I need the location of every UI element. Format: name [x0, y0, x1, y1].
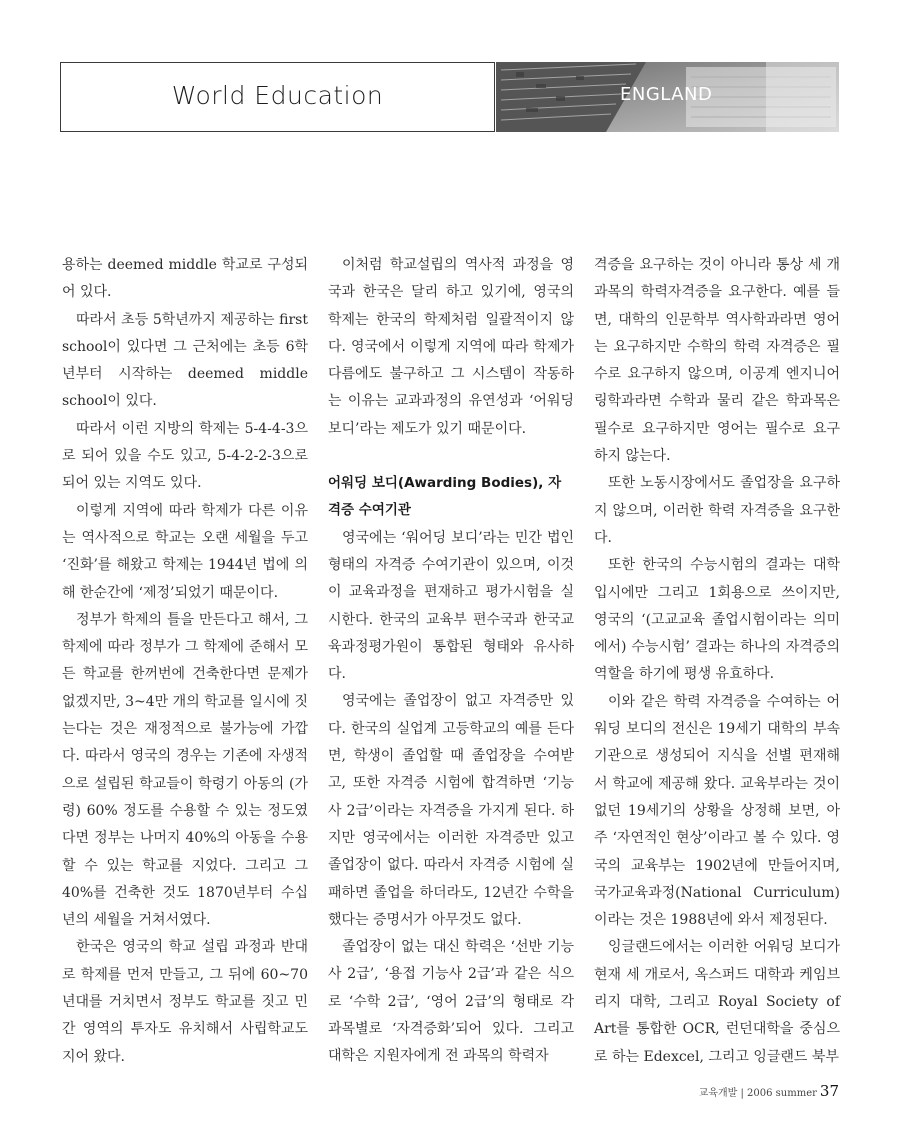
body-paragraph: 따라서 초등 5학년까지 제공하는 first school이 있다면 그 근처에는 초등 6학년부터 시작하는 deemed middle school이 있다. — [62, 311, 308, 410]
body-paragraph: 잉글랜드에서는 이러한 어워딩 보디가 현재 세 개로서, 옥스퍼드 대학과 케임브리지 대학, 그리고 Royal Society of Art를 통합한 OCR, 런던대학을 중심으로 하는 Edexcel, 그리고 잉글랜드 북부 — [594, 939, 840, 1065]
magazine-issue: 교육개발 | 2006 summer — [698, 1088, 817, 1099]
page-footer — [699, 1082, 839, 1100]
body-paragraph: 이처럼 학교설립의 역사적 과정을 영국과 한국은 달리 하고 있기에, 영국의 학제는 한국의 학제처럼 일괄적이지 않다. 영국에서 이렇게 지역에 따라 학제가 다름에도 불구하고 그 시스템이 작동하는 이유는 교과과정의 유연성과 ‘어워딩 보디’라는 제도가 있기 때문이다. — [328, 257, 574, 437]
paragraph-spacer — [328, 443, 574, 470]
body-paragraph: 또한 노동시장에서도 졸업장을 요구하지 않으며, 이러한 학력 자격증을 요구한다. — [594, 475, 840, 546]
text-column-2 — [328, 252, 574, 1071]
section-title: World Education — [171, 81, 384, 110]
body-paragraph: 정부가 학제의 틀을 만든다고 해서, 그 학제에 따라 정부가 그 학제에 준해서 모든 학교를 한꺼번에 건축한다면 문제가 없겠지만, 3~4만 개의 학교를 일시에 짓는다는 것은 재정적으로 불가능에 가깝다. 따라서 영국의 경우는 기존에 자생적으로 설립된 학교들이 학령기 아동의 (가령) 60% 정도를 수용할 수 있는 정도였다면 정부는 나머지 40%의 아동을 수용할 수 있는 학교를 지었다. 그리고 그 40%를 건축한 것도 1870년부터 수십 년의 세월을 거쳐서였다. — [62, 611, 308, 929]
body-paragraph: 또한 한국의 수능시험의 결과는 대학입시에만 그리고 1회용으로 쓰이지만, 영국의 ‘(고교교육 졸업시험이라는 의미에서) 수능시험’ 결과는 하나의 자격증의 역할을 하기에 평생 유효하다. — [594, 557, 840, 683]
body-paragraph: 따라서 이런 지방의 학제는 5-4-4-3으로 되어 있을 수도 있고, 5-4-2-2-3으로 되어 있는 지역도 있다. — [62, 420, 308, 492]
body-paragraph: 졸업장이 없는 대신 학력은 ‘선반 기능사 2급’, ‘용접 기능사 2급’과 같은 식으로 ‘수학 2급’, ‘영어 2급’의 형태로 각 과목별로 ‘자격증화’되어 있다. 그리고 대학은 지원자에게 전 과목의 학력자 — [328, 939, 574, 1065]
body-paragraph: 격증을 요구하는 것이 아니라 통상 세 개 과목의 학력자격증을 요구한다. 예를 들면, 대학의 인문학부 역사학과라면 영어는 요구하지만 수학의 학력 자격증은 필수로 요구하지 않으며, 이공계 엔지니어링학과라면 수학과 물리 같은 학과목은 필수로 요구하지만 영어는 필수로 요구하지 않는다. — [594, 257, 840, 465]
section-subheading: 어워딩 보디(Awarding Bodies), 자격증 수여기관 — [328, 475, 562, 519]
body-paragraph: 이렇게 지역에 따라 학제가 다른 이유는 역사적으로 학교는 오랜 세월을 두고 ‘진화’를 해왔고 학제는 1944년 법에 의해 한순간에 ‘제정’되었기 때문이다. — [62, 502, 308, 601]
header-photo-banner — [496, 62, 839, 132]
body-paragraph: 이와 같은 학력 자격증을 수여하는 어워딩 보디의 전신은 19세기 대학의 부속기관으로 생성되어 지식을 선별 편재해서 학교에 제공해 왔다. 교육부라는 것이 없던 19세기의 상황을 상정해 보면, 아주 ‘자연적인 현상’이라고 볼 수 있다. 영국의 교육부는 1902년에 만들어지며, 국가교육과정(National Curriculum)이라는 것은 1988년에 와서 제정된다. — [594, 693, 840, 929]
page-number: 37 — [819, 1082, 839, 1100]
section-title-box — [60, 62, 495, 132]
body-paragraph: 한국은 영국의 학교 설립 과정과 반대로 학제를 먼저 만들고, 그 뒤에 60~70년대를 거치면서 정부도 학교를 짓고 민간 영역의 투자도 유치해서 사립학교도 지어 왔다. — [62, 939, 308, 1065]
country-label: ENGLAND — [620, 84, 713, 105]
body-paragraph: 용하는 deemed middle 학교로 구성되어 있다. — [62, 257, 308, 301]
body-paragraph: 영국에는 ‘워어딩 보디’라는 민간 법인형태의 자격증 수여기관이 있으며, 이것이 교육과정을 편재하고 평가시험을 실시한다. 한국의 교육부 편수국과 한국교육과정평가원이 통합된 형태와 유사하다. — [328, 529, 574, 683]
body-paragraph: 영국에는 졸업장이 없고 자격증만 있다. 한국의 실업계 고등학교의 예를 든다면, 학생이 졸업할 때 졸업장을 수여받고, 또한 자격증 시험에 합격하면 ‘기능사 2급’이라는 자격증을 가지게 된다. 하지만 영국에서는 이러한 자격증만 있고 졸업장이 없다. 따라서 자격증 시험에 실패하면 졸업을 하더라도, 12년간 수학을 했다는 증명서가 아무것도 없다. — [328, 693, 574, 928]
text-column-1 — [62, 252, 308, 1071]
text-column-3 — [594, 252, 840, 1071]
